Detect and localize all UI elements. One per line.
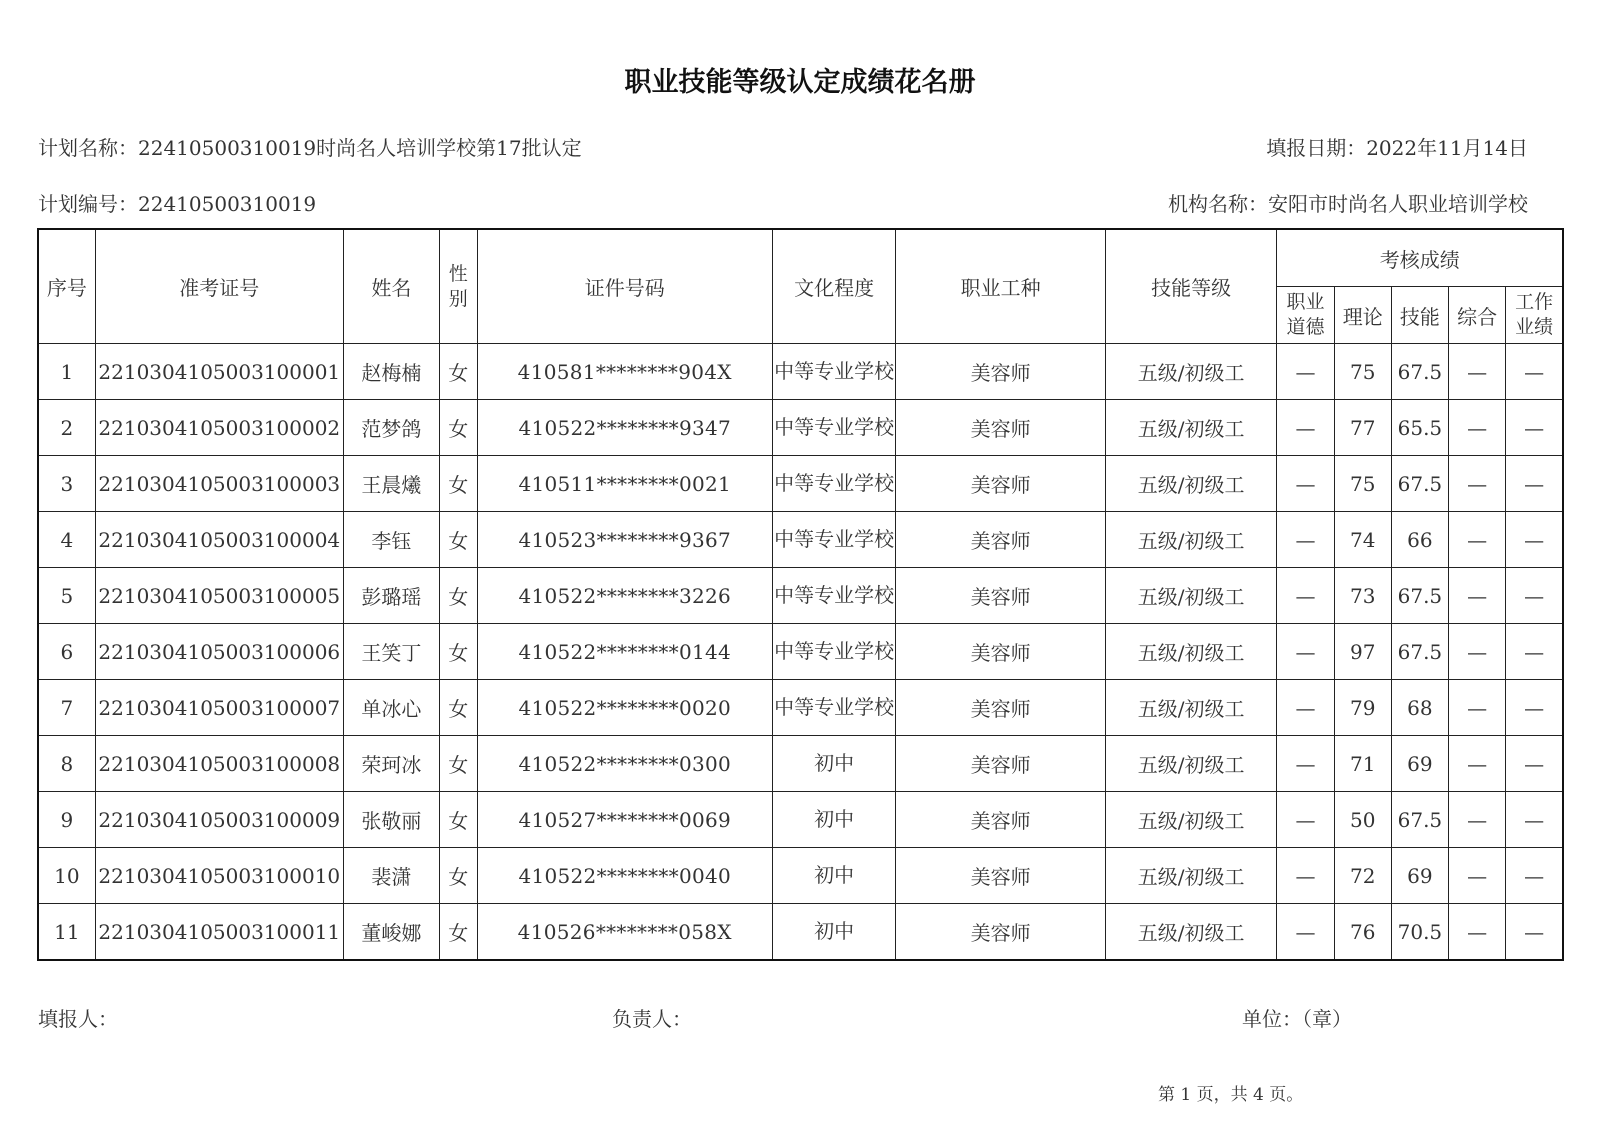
cell-skill-level: 五级/初级工 (1105, 344, 1277, 400)
cell-name: 王晨爔 (343, 456, 439, 512)
cell-skill-level: 五级/初级工 (1105, 400, 1277, 456)
cell-gender: 女 (439, 568, 477, 624)
cell-overall: — (1448, 456, 1505, 512)
cell-seq: 8 (38, 736, 95, 792)
cell-skill-level: 五级/初级工 (1105, 512, 1277, 568)
cell-id-no: 410522********0300 (477, 736, 772, 792)
cell-education: 初中 (772, 736, 896, 792)
cell-performance: — (1506, 400, 1563, 456)
cell-skill-level: 五级/初级工 (1105, 848, 1277, 904)
cell-exam-no: 2210304105003100010 (95, 848, 343, 904)
cell-name: 荣珂冰 (343, 736, 439, 792)
cell-theory: 50 (1334, 792, 1391, 848)
cell-seq: 9 (38, 792, 95, 848)
header-skill-level: 技能等级 (1105, 229, 1277, 344)
cell-id-no: 410523********9367 (477, 512, 772, 568)
cell-overall: — (1448, 624, 1505, 680)
cell-id-no: 410522********3226 (477, 568, 772, 624)
header-scores: 考核成绩 (1277, 229, 1563, 287)
cell-gender: 女 (439, 400, 477, 456)
header-education: 文化程度 (772, 229, 896, 344)
cell-gender: 女 (439, 512, 477, 568)
cell-ethics: — (1277, 568, 1334, 624)
cell-education: 中等专业学校 (772, 456, 896, 512)
cell-occupation: 美容师 (896, 344, 1105, 400)
cell-performance: — (1506, 848, 1563, 904)
cell-occupation: 美容师 (896, 624, 1105, 680)
cell-seq: 4 (38, 512, 95, 568)
cell-theory: 79 (1334, 680, 1391, 736)
cell-education: 中等专业学校 (772, 568, 896, 624)
cell-education: 初中 (772, 792, 896, 848)
cell-performance: — (1506, 344, 1563, 400)
cell-occupation: 美容师 (896, 848, 1105, 904)
cell-exam-no: 2210304105003100006 (95, 624, 343, 680)
cell-exam-no: 2210304105003100001 (95, 344, 343, 400)
cell-overall: — (1448, 680, 1505, 736)
plan-name: 计划名称：22410500310019时尚名人培训学校第17批认定 (38, 136, 582, 160)
cell-name: 张敬丽 (343, 792, 439, 848)
cell-ethics: — (1277, 456, 1334, 512)
cell-skill: 68 (1391, 680, 1448, 736)
cell-occupation: 美容师 (896, 904, 1105, 961)
table-row (38, 736, 1563, 792)
cell-id-no: 410527********0069 (477, 792, 772, 848)
cell-gender: 女 (439, 792, 477, 848)
cell-id-no: 410522********9347 (477, 400, 772, 456)
cell-education: 中等专业学校 (772, 624, 896, 680)
cell-education: 初中 (772, 904, 896, 961)
cell-overall: — (1448, 400, 1505, 456)
cell-name: 单冰心 (343, 680, 439, 736)
header-gender: 性别 (439, 229, 477, 344)
cell-performance: — (1506, 624, 1563, 680)
cell-overall: — (1448, 344, 1505, 400)
score-roster-table (37, 228, 1564, 961)
cell-skill-level: 五级/初级工 (1105, 736, 1277, 792)
cell-education: 中等专业学校 (772, 344, 896, 400)
cell-skill-level: 五级/初级工 (1105, 624, 1277, 680)
cell-id-no: 410522********0020 (477, 680, 772, 736)
cell-skill-level: 五级/初级工 (1105, 904, 1277, 961)
table-row (38, 792, 1563, 848)
cell-skill-level: 五级/初级工 (1105, 792, 1277, 848)
cell-id-no: 410526********058X (477, 904, 772, 961)
cell-performance: — (1506, 904, 1563, 961)
cell-gender: 女 (439, 344, 477, 400)
cell-performance: — (1506, 680, 1563, 736)
cell-occupation: 美容师 (896, 456, 1105, 512)
cell-ethics: — (1277, 848, 1334, 904)
cell-ethics: — (1277, 400, 1334, 456)
cell-education: 中等专业学校 (772, 512, 896, 568)
cell-occupation: 美容师 (896, 792, 1105, 848)
cell-exam-no: 2210304105003100005 (95, 568, 343, 624)
cell-theory: 74 (1334, 512, 1391, 568)
cell-exam-no: 2210304105003100004 (95, 512, 343, 568)
cell-theory: 71 (1334, 736, 1391, 792)
cell-seq: 2 (38, 400, 95, 456)
cell-exam-no: 2210304105003100008 (95, 736, 343, 792)
cell-overall: — (1448, 792, 1505, 848)
table-row (38, 624, 1563, 680)
cell-performance: — (1506, 792, 1563, 848)
cell-ethics: — (1277, 792, 1334, 848)
header-name: 姓名 (343, 229, 439, 344)
cell-gender: 女 (439, 736, 477, 792)
cell-seq: 11 (38, 904, 95, 961)
cell-seq: 3 (38, 456, 95, 512)
header-theory: 理论 (1334, 287, 1391, 344)
cell-id-no: 410581********904X (477, 344, 772, 400)
cell-name: 李钰 (343, 512, 439, 568)
cell-performance: — (1506, 568, 1563, 624)
table-row (38, 456, 1563, 512)
table-row (38, 904, 1563, 961)
header-seq: 序号 (38, 229, 95, 344)
cell-name: 彭璐瑶 (343, 568, 439, 624)
cell-ethics: — (1277, 736, 1334, 792)
cell-exam-no: 2210304105003100009 (95, 792, 343, 848)
header-overall: 综合 (1448, 287, 1505, 344)
header-exam-no: 准考证号 (95, 229, 343, 344)
cell-theory: 76 (1334, 904, 1391, 961)
leader-label: 负责人： (612, 1007, 692, 1031)
cell-performance: — (1506, 736, 1563, 792)
cell-seq: 1 (38, 344, 95, 400)
header-ethics: 职业道德 (1277, 287, 1334, 344)
cell-theory: 97 (1334, 624, 1391, 680)
header-skill: 技能 (1391, 287, 1448, 344)
cell-id-no: 410511********0021 (477, 456, 772, 512)
organization-name: 机构名称：安阳市时尚名人职业培训学校 (1168, 192, 1528, 216)
table-row (38, 512, 1563, 568)
header-id-no: 证件号码 (477, 229, 772, 344)
cell-theory: 73 (1334, 568, 1391, 624)
cell-skill: 67.5 (1391, 456, 1448, 512)
cell-gender: 女 (439, 680, 477, 736)
cell-exam-no: 2210304105003100002 (95, 400, 343, 456)
table-row (38, 848, 1563, 904)
cell-id-no: 410522********0144 (477, 624, 772, 680)
cell-skill: 66 (1391, 512, 1448, 568)
cell-gender: 女 (439, 848, 477, 904)
cell-skill-level: 五级/初级工 (1105, 568, 1277, 624)
cell-overall: — (1448, 512, 1505, 568)
filler-label: 填报人： (38, 1007, 118, 1031)
cell-ethics: — (1277, 512, 1334, 568)
cell-performance: — (1506, 456, 1563, 512)
cell-exam-no: 2210304105003100011 (95, 904, 343, 961)
document-title: 职业技能等级认定成绩花名册 (624, 67, 976, 98)
fill-date: 填报日期：2022年11月14日 (1266, 136, 1528, 160)
cell-skill: 69 (1391, 848, 1448, 904)
table-row (38, 680, 1563, 736)
cell-theory: 75 (1334, 456, 1391, 512)
cell-overall: — (1448, 904, 1505, 961)
cell-education: 中等专业学校 (772, 680, 896, 736)
cell-ethics: — (1277, 680, 1334, 736)
cell-occupation: 美容师 (896, 736, 1105, 792)
cell-skill: 65.5 (1391, 400, 1448, 456)
cell-skill-level: 五级/初级工 (1105, 456, 1277, 512)
cell-exam-no: 2210304105003100003 (95, 456, 343, 512)
unit-label: 单位：（章） (1242, 1007, 1352, 1031)
cell-skill: 67.5 (1391, 568, 1448, 624)
cell-skill: 70.5 (1391, 904, 1448, 961)
cell-theory: 75 (1334, 344, 1391, 400)
cell-name: 董峻娜 (343, 904, 439, 961)
cell-skill: 67.5 (1391, 624, 1448, 680)
table-row (38, 344, 1563, 400)
cell-occupation: 美容师 (896, 568, 1105, 624)
cell-skill-level: 五级/初级工 (1105, 680, 1277, 736)
cell-occupation: 美容师 (896, 680, 1105, 736)
cell-name: 王笑丁 (343, 624, 439, 680)
cell-id-no: 410522********0040 (477, 848, 772, 904)
cell-overall: — (1448, 736, 1505, 792)
cell-overall: — (1448, 848, 1505, 904)
page-info: 第 1 页，共 4 页。 (1158, 1085, 1304, 1105)
cell-name: 赵梅楠 (343, 344, 439, 400)
cell-education: 初中 (772, 848, 896, 904)
cell-gender: 女 (439, 904, 477, 961)
cell-seq: 5 (38, 568, 95, 624)
cell-seq: 10 (38, 848, 95, 904)
table-row (38, 568, 1563, 624)
cell-skill: 67.5 (1391, 792, 1448, 848)
cell-exam-no: 2210304105003100007 (95, 680, 343, 736)
table-row (38, 400, 1563, 456)
cell-occupation: 美容师 (896, 400, 1105, 456)
cell-ethics: — (1277, 904, 1334, 961)
cell-overall: — (1448, 568, 1505, 624)
cell-education: 中等专业学校 (772, 400, 896, 456)
cell-seq: 6 (38, 624, 95, 680)
cell-gender: 女 (439, 456, 477, 512)
cell-seq: 7 (38, 680, 95, 736)
cell-skill: 69 (1391, 736, 1448, 792)
header-performance: 工作业绩 (1506, 287, 1563, 344)
cell-performance: — (1506, 512, 1563, 568)
cell-theory: 77 (1334, 400, 1391, 456)
cell-theory: 72 (1334, 848, 1391, 904)
cell-occupation: 美容师 (896, 512, 1105, 568)
cell-ethics: — (1277, 624, 1334, 680)
cell-ethics: — (1277, 344, 1334, 400)
cell-gender: 女 (439, 624, 477, 680)
cell-name: 裴潇 (343, 848, 439, 904)
plan-number: 计划编号：22410500310019 (38, 192, 317, 216)
header-occupation: 职业工种 (896, 229, 1105, 344)
cell-skill: 67.5 (1391, 344, 1448, 400)
cell-name: 范梦鸽 (343, 400, 439, 456)
